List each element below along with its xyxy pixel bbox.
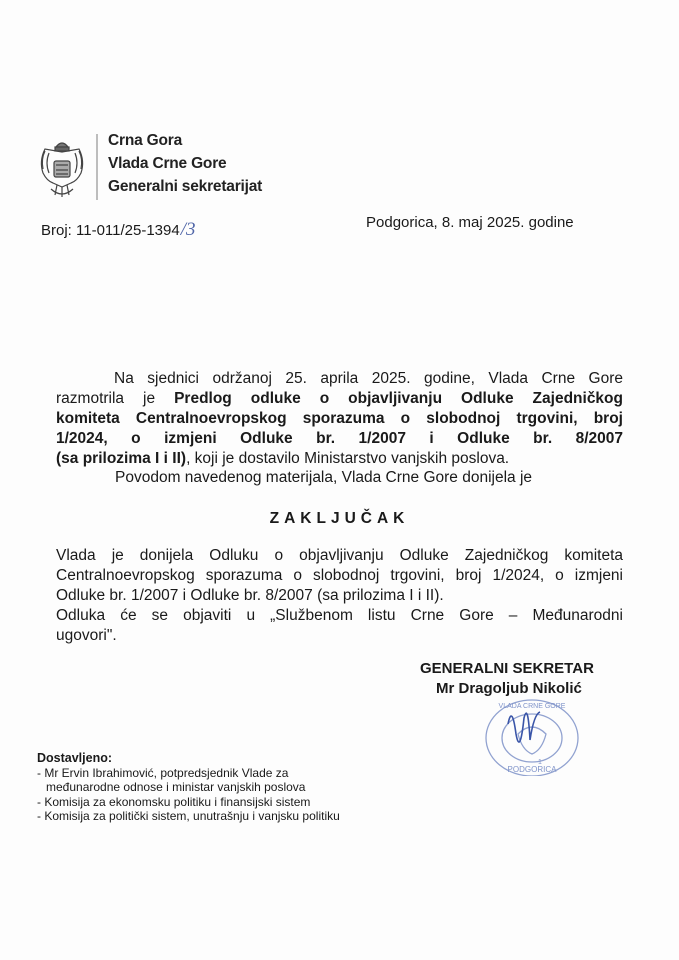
proposal-title-bold: Predlog odluke o objavljivanju Odluke Zajedničkog [174,390,623,407]
header-country: Crna Gora [108,132,182,149]
proposal-title-bold: (sa prilozima I i II) [56,450,187,467]
conclusion-line: ugovori". [56,627,117,644]
delivered-list [37,751,340,824]
paragraph-line: razmotrila je Predlog odluke o objavljivanju Odluke Zajedničkog [56,390,623,407]
header-divider [96,134,98,200]
list-item: - Komisija za ekonomsku politiku i finansijski sistem [37,794,311,809]
reference-number [41,219,196,241]
paragraph-line: (sa prilozima I i II), koji je dostavilo Ministarstvo vanjskih poslova. [56,450,510,467]
stamp-bottom-text: PODGORICA [507,765,557,774]
conclusion-title: ZAKLJUČAK [269,510,410,527]
svg-text:1: 1 [538,759,542,766]
conclusion-body [56,546,623,646]
paragraph-line: Na sjednici održanoj 25. aprila 2025. godine, Vlada Crne Gore [114,370,623,387]
signatory-name: Mr Dragoljub Nikolić [436,680,582,697]
proposal-title-bold: komiteta Centralnoevropskog sporazuma o slobodnoj trgovini, broj [56,410,623,427]
delivered-heading: Dostavljeno: [37,751,113,765]
reference-number-text: Broj: 11-011/25-1394 [41,222,180,239]
conclusion-line: Vlada je donijela Odluku o objavljivanju Odluke Zajedničkog komiteta [56,547,623,564]
list-item: - Komisija za politički sistem, unutrašnju i vanjsku politiku [37,809,340,823]
list-item-continuation: međunarodne odnose i ministar vanjskih poslova [46,780,306,794]
svg-text:VLADA CRNE GORE: VLADA CRNE GORE [498,703,566,710]
conclusion-line: Centralnoevropskog sporazuma o slobodnoj trgovini, broj 1/2024, o izmjeni [56,567,623,584]
header-office: Generalni sekretarijat [108,178,263,195]
conclusion-line: Odluke br. 1/2007 i Odluke br. 8/2007 (sa prilozima I i II). [56,587,444,604]
handwritten-suffix: /3 [180,219,196,240]
paragraph-intro [56,369,623,469]
paragraph-line [56,429,623,449]
list-item: - Mr Ervin Ibrahimović, potpredsjednik Vlade za [37,765,289,780]
paragraph-line [56,409,623,429]
conclusion-line: Odluka će se objaviti u „Službenom listu Crne Gore – Međunarodni [56,607,623,624]
place-date: Podgorica, 8. maj 2025. godine [366,214,574,231]
paragraph-decision: Povodom navedenog materijala, Vlada Crne Gore donijela je [115,469,533,486]
header-government: Vlada Crne Gore [108,155,227,172]
coat-of-arms-icon [37,137,87,201]
proposal-title-bold: 1/2024, o izmjeni Odluke br. 1/2007 i Odluke br. 8/2007 [56,430,623,447]
signatory-title: GENERALNI SEKRETAR [420,660,594,677]
official-stamp-icon [482,694,582,776]
